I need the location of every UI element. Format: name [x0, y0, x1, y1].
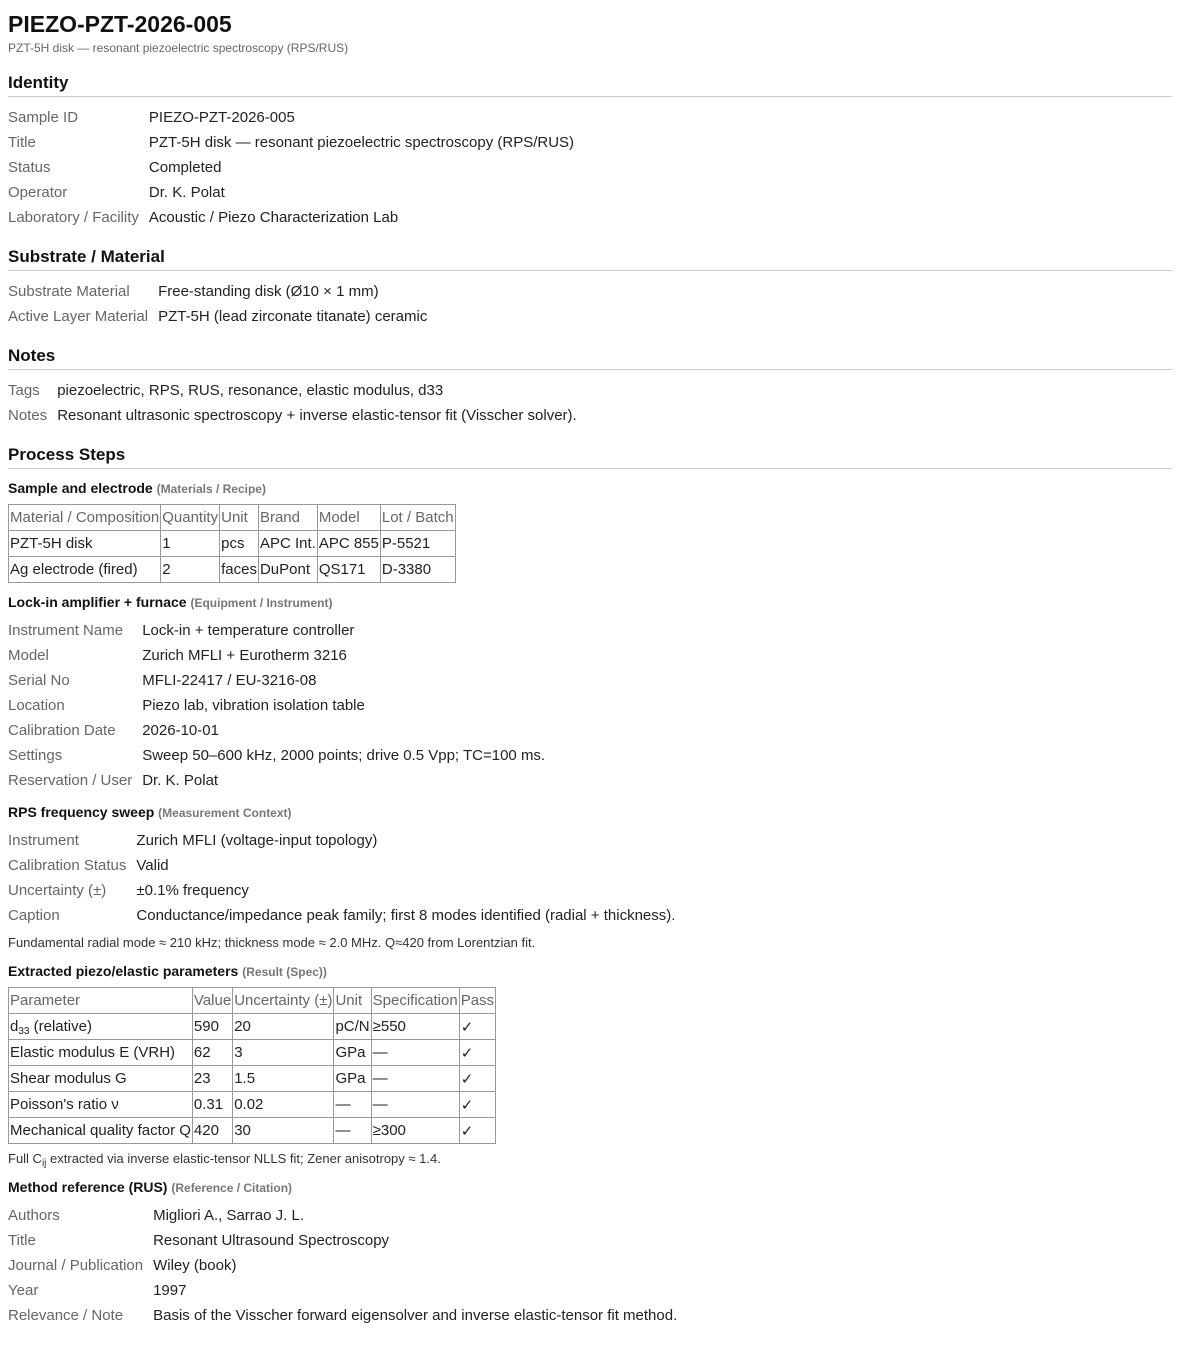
table-cell: DuPont [258, 557, 317, 583]
table-cell: — [371, 1092, 459, 1118]
parameter-name: Mechanical quality factor Q [10, 1122, 191, 1139]
note-text: extracted via inverse elastic-tensor NLLS fit; Zener anisotropy ≈ 1.4. [46, 1151, 441, 1166]
field-label: Sample ID [8, 109, 79, 126]
field-label: Serial No [8, 672, 70, 689]
parameter-cell [9, 1092, 193, 1118]
page-subtitle: PZT-5H disk — resonant piezoelectric spectroscopy (RPS/RUS) [8, 41, 349, 55]
table-row [9, 1014, 496, 1040]
column-header: Material / Composition [9, 505, 161, 531]
field-label: Calibration Status [8, 857, 127, 874]
table-cell: faces [220, 557, 259, 583]
measurement-note: Fundamental radial mode ≈ 210 kHz; thickness mode ≈ 2.0 MHz. Q≈420 from Lorentzian fit. [8, 935, 536, 950]
step-title-text: Sample and electrode [8, 480, 153, 496]
table-cell: 30 [233, 1118, 334, 1144]
field-row [8, 1303, 687, 1328]
field-row [8, 1278, 687, 1303]
table-cell: Ag electrode (fired) [9, 557, 161, 583]
table-cell: ≥300 [371, 1118, 459, 1144]
field-value: Migliori A., Sarrao J. L. [153, 1207, 304, 1224]
field-row [8, 718, 555, 743]
field-label: Active Layer Material [8, 308, 149, 325]
field-value: Wiley (book) [153, 1257, 237, 1274]
table-cell: GPa [334, 1040, 371, 1066]
note-text: Full C [8, 1151, 42, 1166]
field-row [8, 1203, 687, 1228]
step-kind: (Equipment / Instrument) [190, 596, 333, 610]
pass-check-icon: ✓ [459, 1092, 495, 1118]
column-header: Model [317, 505, 380, 531]
parameter-name: Poisson's ratio ν [10, 1096, 119, 1113]
step-materials-title [8, 479, 1172, 498]
field-label: Authors [8, 1207, 60, 1224]
field-label: Location [8, 697, 65, 714]
field-row [8, 643, 555, 668]
field-label: Settings [8, 747, 63, 764]
field-value: Resonant Ultrasound Spectroscopy [153, 1232, 390, 1249]
parameter-cell [9, 1118, 193, 1144]
pass-check-icon: ✓ [459, 1118, 495, 1144]
field-row [8, 828, 685, 853]
table-cell: 0.31 [192, 1092, 232, 1118]
table-header-row [9, 988, 496, 1014]
field-label: Operator [8, 184, 68, 201]
parameter-name: d [10, 1018, 19, 1035]
field-value: Sweep 50–600 kHz, 2000 points; drive 0.5 Vpp; TC=100 ms. [142, 747, 546, 764]
table-cell: pcs [220, 531, 259, 557]
table-row [9, 1092, 496, 1118]
column-header: Value [192, 988, 232, 1014]
table-cell: GPa [334, 1066, 371, 1092]
step-title-text: Lock-in amplifier + furnace [8, 594, 187, 610]
table-row [9, 1066, 496, 1092]
section-notes-heading: Notes [8, 345, 1172, 370]
results-note [8, 1150, 1172, 1168]
field-label: Relevance / Note [8, 1307, 124, 1324]
table-cell: 3 [233, 1040, 334, 1066]
field-value: Piezo lab, vibration isolation table [142, 697, 365, 714]
section-process-heading: Process Steps [8, 444, 1172, 469]
field-value: PIEZO-PZT-2026-005 [148, 109, 295, 126]
substrate-table [8, 279, 437, 329]
column-header: Specification [371, 988, 459, 1014]
table-cell: ≥550 [371, 1014, 459, 1040]
table-header-row [9, 505, 456, 531]
field-value: MFLI-22417 / EU-3216-08 [142, 672, 317, 689]
table-cell: 2 [161, 557, 220, 583]
table-row [9, 1118, 496, 1144]
parameter-cell [9, 1066, 193, 1092]
field-row [8, 403, 587, 428]
column-header: Uncertainty (±) [233, 988, 334, 1014]
field-label: Title [8, 1232, 36, 1249]
field-value: Basis of the Visscher forward eigensolver and inverse elastic-tensor fit method. [153, 1307, 678, 1324]
field-label: Instrument Name [8, 622, 124, 639]
field-row [8, 1253, 687, 1278]
parameter-cell [9, 1040, 193, 1066]
step-kind: (Materials / Recipe) [156, 482, 266, 496]
table-cell: 20 [233, 1014, 334, 1040]
section-substrate-heading: Substrate / Material [8, 246, 1172, 271]
pass-check-icon: ✓ [459, 1066, 495, 1092]
notes-table [8, 378, 587, 428]
parameter-suffix: (relative) [29, 1018, 92, 1035]
field-row [8, 105, 584, 130]
field-row [8, 853, 685, 878]
table-cell: QS171 [317, 557, 380, 583]
field-label: Journal / Publication [8, 1257, 144, 1274]
field-value: PZT-5H disk — resonant piezoelectric spectroscopy (RPS/RUS) [148, 134, 575, 151]
field-row [8, 205, 584, 230]
field-label: Year [8, 1282, 39, 1299]
field-row [8, 878, 685, 903]
measurement-table [8, 828, 685, 928]
field-value: Acoustic / Piezo Characterization Lab [148, 209, 399, 226]
field-value: Dr. K. Polat [148, 184, 225, 201]
field-value: Lock-in + temperature controller [142, 622, 355, 639]
column-header: Unit [334, 988, 371, 1014]
field-label: Notes [8, 407, 48, 424]
field-value: Valid [136, 857, 169, 874]
field-row [8, 130, 584, 155]
field-value: ±0.1% frequency [136, 882, 249, 899]
results-table [8, 987, 496, 1144]
field-row [8, 155, 584, 180]
parameter-name: Elastic modulus E (VRH) [10, 1044, 176, 1061]
field-value: Dr. K. Polat [142, 772, 219, 789]
table-cell: — [371, 1040, 459, 1066]
column-header: Brand [258, 505, 317, 531]
field-value: PZT-5H (lead zirconate titanate) ceramic [158, 308, 428, 325]
field-row [8, 618, 555, 643]
step-measurement-title [8, 803, 1172, 822]
parameter-cell [9, 1014, 193, 1040]
step-reference-title [8, 1178, 1172, 1197]
column-header: Quantity [161, 505, 220, 531]
field-label: Instrument [8, 832, 79, 849]
field-row [8, 378, 587, 403]
table-cell: 62 [192, 1040, 232, 1066]
table-cell: 1 [161, 531, 220, 557]
table-row [9, 557, 456, 583]
field-value: piezoelectric, RPS, RUS, resonance, elastic modulus, d33 [57, 382, 444, 399]
table-cell: D-3380 [380, 557, 455, 583]
table-cell: — [334, 1092, 371, 1118]
field-row [8, 180, 584, 205]
identity-table [8, 105, 584, 230]
section-identity-heading: Identity [8, 72, 1172, 97]
pass-check-icon: ✓ [459, 1014, 495, 1040]
field-row [8, 903, 685, 928]
field-row [8, 668, 555, 693]
table-cell: 420 [192, 1118, 232, 1144]
field-row [8, 743, 555, 768]
column-header: Pass [459, 988, 495, 1014]
step-title-text: Extracted piezo/elastic parameters [8, 963, 239, 979]
field-label: Caption [8, 907, 60, 924]
step-title-text: RPS frequency sweep [8, 804, 155, 820]
pass-check-icon: ✓ [459, 1040, 495, 1066]
parameter-name: Shear modulus G [10, 1070, 127, 1087]
field-value: Conductance/impedance peak family; first 8 modes identified (radial + thickness). [136, 907, 676, 924]
field-label: Title [8, 134, 36, 151]
field-label: Status [8, 159, 51, 176]
reference-table [8, 1203, 687, 1328]
field-label: Model [8, 647, 49, 664]
table-cell: P-5521 [380, 531, 455, 557]
field-value: Completed [148, 159, 222, 176]
field-value: Zurich MFLI (voltage-input topology) [136, 832, 378, 849]
step-kind: (Reference / Citation) [171, 1181, 293, 1195]
table-cell: APC Int. [258, 531, 317, 557]
materials-table [8, 504, 456, 583]
table-row [9, 1040, 496, 1066]
field-label: Substrate Material [8, 283, 130, 300]
field-row [8, 1228, 687, 1253]
field-label: Calibration Date [8, 722, 116, 739]
table-cell: 590 [192, 1014, 232, 1040]
page-title: PIEZO-PZT-2026-005 [8, 11, 232, 37]
step-result-title [8, 962, 1172, 981]
table-cell: 1.5 [233, 1066, 334, 1092]
table-cell: pC/N [334, 1014, 371, 1040]
table-cell: 0.02 [233, 1092, 334, 1118]
field-row [8, 304, 437, 329]
field-value: Resonant ultrasonic spectroscopy + inverse elastic-tensor fit (Visscher solver). [57, 407, 577, 424]
field-label: Reservation / User [8, 772, 133, 789]
field-value: Zurich MFLI + Eurotherm 3216 [142, 647, 347, 664]
table-cell: APC 855 [317, 531, 380, 557]
step-kind: (Measurement Context) [158, 806, 292, 820]
field-value: Free-standing disk (Ø10 × 1 mm) [158, 283, 379, 300]
field-label: Laboratory / Facility [8, 209, 139, 226]
field-row [8, 693, 555, 718]
step-equipment-title [8, 593, 1172, 612]
column-header: Parameter [9, 988, 193, 1014]
table-cell: PZT-5H disk [9, 531, 161, 557]
field-label: Tags [8, 382, 40, 399]
table-cell: 23 [192, 1066, 232, 1092]
step-title-text: Method reference (RUS) [8, 1179, 168, 1195]
field-label: Uncertainty (±) [8, 882, 107, 899]
field-value: 2026-10-01 [142, 722, 219, 739]
parameter-subscript: 33 [18, 1026, 30, 1037]
equipment-table [8, 618, 555, 793]
step-kind: (Result (Spec)) [242, 965, 327, 979]
table-row [9, 531, 456, 557]
column-header: Unit [220, 505, 259, 531]
field-row [8, 768, 555, 793]
field-row [8, 279, 437, 304]
table-cell: — [334, 1118, 371, 1144]
note-subscript: ij [41, 1158, 47, 1169]
table-cell: — [371, 1066, 459, 1092]
column-header: Lot / Batch [380, 505, 455, 531]
field-value: 1997 [153, 1282, 187, 1299]
